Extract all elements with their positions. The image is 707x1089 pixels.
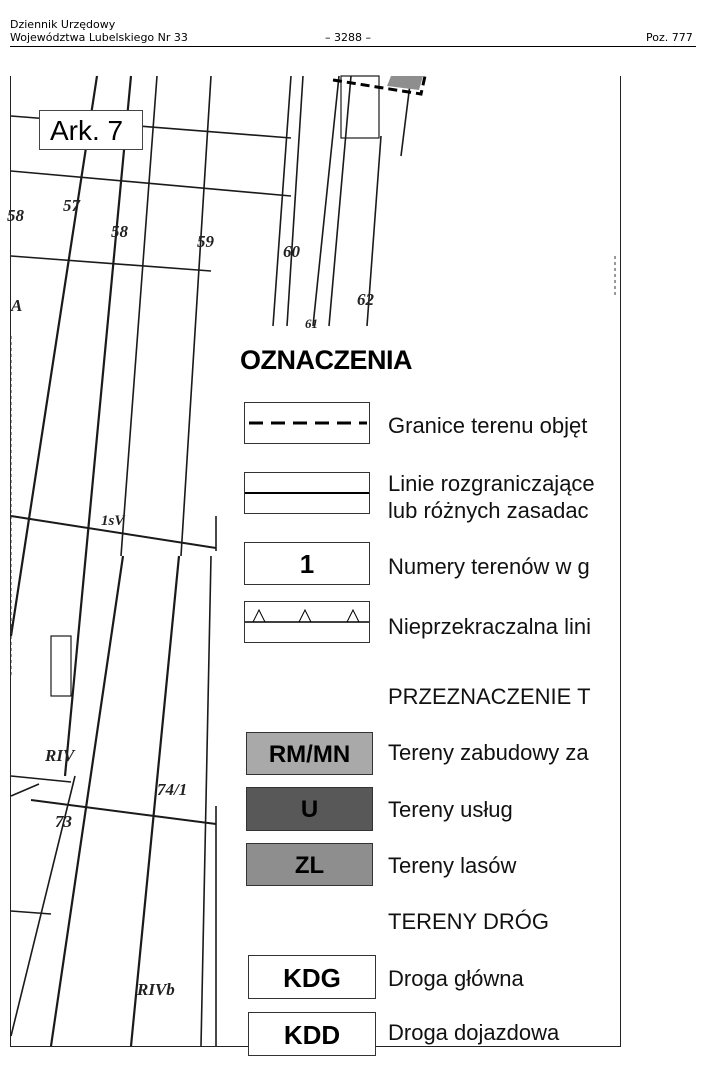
sheet-label: Ark. 7 xyxy=(39,110,143,150)
legend-section-purpose: PRZEZNACZENIE T xyxy=(388,684,591,709)
journal-title xyxy=(10,18,188,44)
legend-symbol-boundary xyxy=(244,402,370,444)
parcel-73: 73 xyxy=(55,812,72,831)
parcel-60: 60 xyxy=(283,242,300,261)
soil-class-1sv: 1sV xyxy=(101,513,125,529)
legend-symbol-kdg: KDG xyxy=(248,955,376,999)
legend-text-delimitation xyxy=(388,470,618,524)
legend-symbol-area-number: 1 xyxy=(244,542,370,585)
parcel-58-edge: 58 xyxy=(7,206,24,225)
legend-symbol-delimitation xyxy=(244,472,370,514)
parcel-62: 62 xyxy=(357,290,374,309)
legend-text-boundary: Granice terenu objęt xyxy=(388,413,588,438)
legend-text-zl: Tereny lasów xyxy=(388,853,517,878)
legend-symbol-rm-mn: RM/MN xyxy=(246,732,373,775)
parcel-57: 57 xyxy=(63,196,80,215)
legend-text-kdd: Droga dojazdowa xyxy=(388,1020,560,1045)
legend-symbol-building-line xyxy=(244,601,370,643)
legend-text-kdg: Droga główna xyxy=(388,966,524,991)
journal-line-2: Województwa Lubelskiego Nr 33 xyxy=(10,31,188,44)
legend-text-u: Tereny usług xyxy=(388,797,513,822)
legend-text-delimitation-line2: lub różnych zasadac xyxy=(388,498,589,523)
legend-text-rm-mn: Tereny zabudowy za xyxy=(388,740,589,765)
legend-title: OZNACZENIA xyxy=(240,345,412,375)
legend-text-kdd-clip xyxy=(388,1012,618,1046)
parcel-74-1: 74/1 xyxy=(157,780,188,799)
soil-class-riv: RIV xyxy=(45,746,75,765)
soil-class-rivb: RIVb xyxy=(137,980,175,999)
legend-section-roads: TERENY DRÓG xyxy=(388,909,549,934)
legend-text-building-line: Nieprzekraczalna lini xyxy=(388,614,591,639)
legend-symbol-kdd-clip xyxy=(248,1012,376,1050)
position-number: Poz. 777 xyxy=(646,31,693,44)
dashed-line-icon xyxy=(245,403,369,443)
parcel-61: 61 xyxy=(305,316,318,331)
legend-text-area-number: Numery terenów w g xyxy=(388,554,590,579)
building-line-icon xyxy=(245,602,369,642)
legend-symbol-kdd: KDD xyxy=(248,1012,376,1056)
parcel-59: 59 xyxy=(197,232,214,251)
header-rule xyxy=(10,46,696,47)
parcel-a: A xyxy=(11,296,23,315)
parcel-58: 58 xyxy=(111,222,128,241)
legend-symbol-u: U xyxy=(246,787,373,831)
solid-line-icon xyxy=(245,473,369,513)
journal-line-1: Dziennik Urzędowy xyxy=(10,18,116,31)
legend-text-delimitation-line1: Linie rozgraniczające xyxy=(388,471,595,496)
legend-symbol-zl: ZL xyxy=(246,843,373,886)
page-number: – 3288 – xyxy=(325,31,371,44)
